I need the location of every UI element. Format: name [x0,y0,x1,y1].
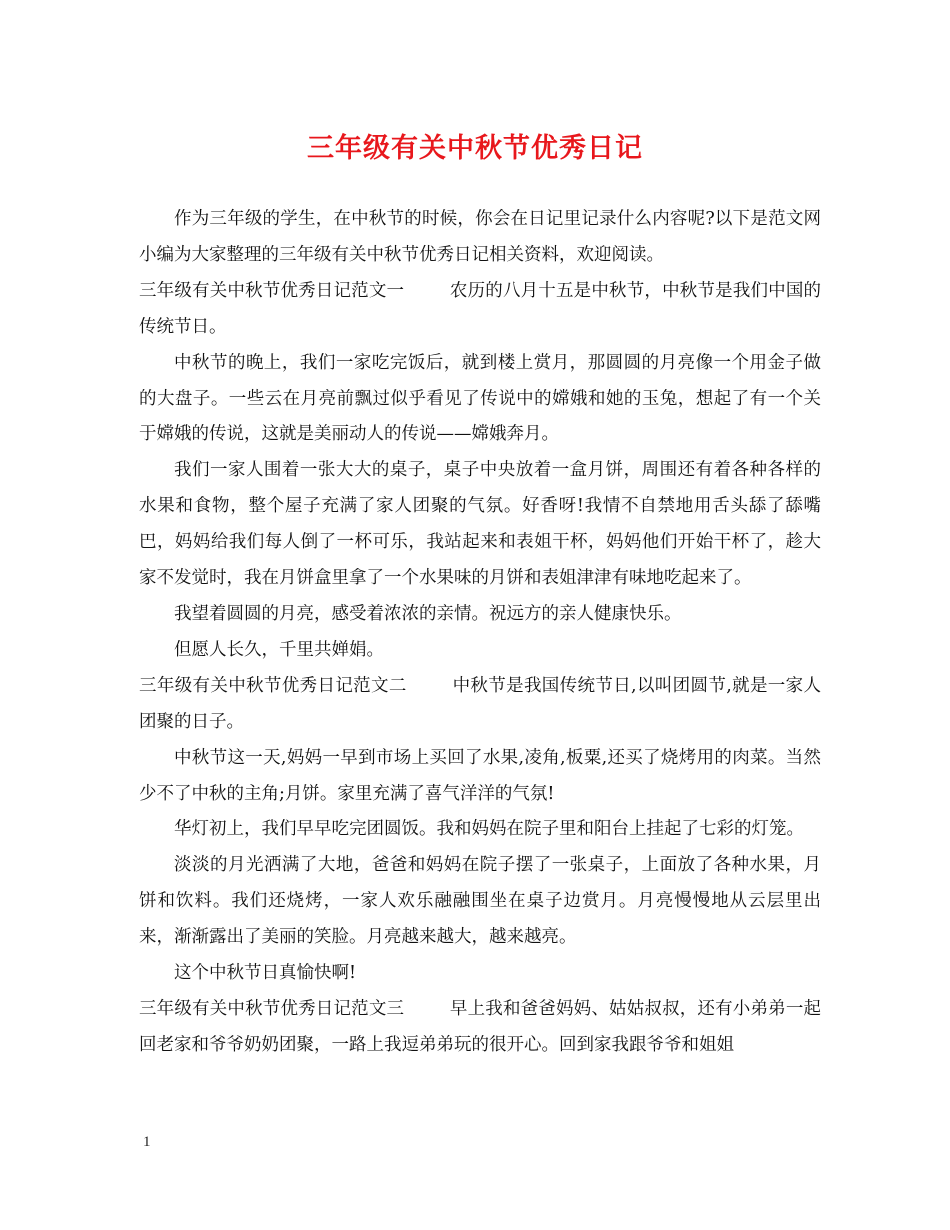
section-2-paragraph: 华灯初上，我们早早吃完团圆饭。我和妈妈在院子里和阳台上挂起了七彩的灯笼。 [174,819,804,840]
document-body [139,202,821,1064]
section-1-lead: 农历的八月十五是中秋节，中秋节是我们中国的传统节日。 [139,280,822,337]
section-2-first-line [139,669,821,741]
section-1-paragraph: 我望着圆圆的月亮，感受着浓浓的亲情。祝远方的亲人健康快乐。 [174,603,682,624]
section-1-heading: 三年级有关中秋节优秀日记范文一 [139,280,405,301]
section-1-paragraph: 中秋节的晚上，我们一家吃完饭后，就到楼上赏月，那圆圆的月亮像一个用金子做的大盘子。一些云在月亮前飘过似乎看见了传说中的嫦娥和她的玉兔，想起了有一个关于嫦娥的传说，这就是美丽动人的传说——嫦娥奔月。 [139,352,821,445]
section-1-paragraph: 我们一家人围着一张大大的桌子，桌子中央放着一盒月饼，周围还有着各种各样的水果和食物，整个屋子充满了家人团聚的气氛。好香呀!我情不自禁地用舌头舔了舔嘴巴，妈妈给我们每人倒了一杯可乐，我站起来和表姐干杯，妈妈他们开始干杯了，趁大家不发觉时，我在月饼盒里拿了一个水果味的月饼和表姐津津有味地吃起来了。 [139,460,821,589]
section-3-first-line [139,992,821,1064]
section-1-paragraph: 但愿人长久，千里共婵娟。 [174,639,384,660]
section-2-heading: 三年级有关中秋节优秀日记范文二 [139,675,407,696]
section-2-paragraph: 这个中秋节日真愉快啊! [174,963,357,984]
section-2-paragraph: 中秋节这一天,妈妈一早到市场上买回了水果,凌角,板粟,还买了烧烤用的肉菜。当然少不了中秋的主角;月饼。家里充满了喜气洋洋的气氛! [139,747,821,804]
page-number: 1 [143,1134,151,1150]
section-3-heading: 三年级有关中秋节优秀日记范文三 [139,998,405,1019]
section-2-paragraph: 淡淡的月光洒满了大地，爸爸和妈妈在院子摆了一张桌子，上面放了各种水果，月饼和饮料。我们还烧烤，一家人欢乐融融围坐在桌子边赏月。月亮慢慢地从云层里出来，渐渐露出了美丽的笑脸。月亮越来越大，越来越亮。 [139,855,821,948]
section-2-lead: 中秋节是我国传统节日,以叫团圆节,就是一家人团聚的日子。 [139,675,821,732]
document-title: 三年级有关中秋节优秀日记 [307,133,643,164]
intro-paragraph: 作为三年级的学生，在中秋节的时候，你会在日记里记录什么内容呢?以下是范文网小编为大家整理的三年级有关中秋节优秀日记相关资料，欢迎阅读。 [139,209,821,265]
section-3-lead: 早上我和爸爸妈妈、姑姑叔叔，还有小弟弟一起回老家和爷爷奶奶团聚，一路上我逗弟弟玩的很开心。回到家我跟爷爷和姐姐 [139,998,822,1055]
section-1-first-line [139,274,821,346]
